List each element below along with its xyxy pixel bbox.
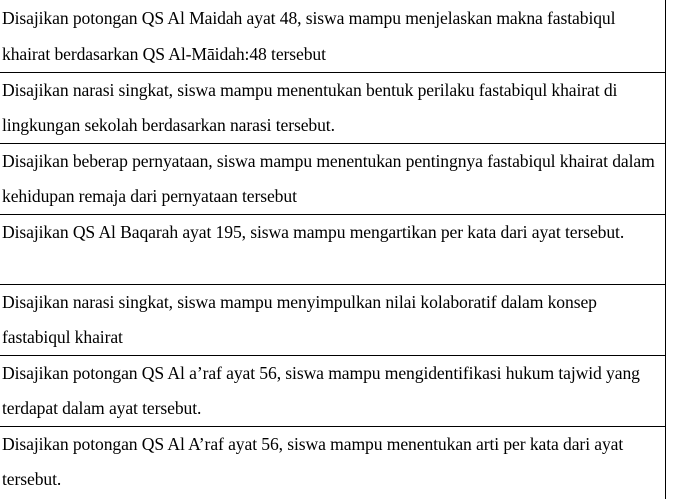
table-cell — [0, 427, 666, 499]
indicator-text: Disajikan potongan QS Al A’raf ayat 56, siswa mampu menentukan arti per kata dari ayat tersebut. — [2, 434, 624, 489]
indicator-text: Disajikan narasi singkat, siswa mampu menentukan bentuk perilaku fastabiqul khairat di lingkungan sekolah berdasarkan narasi tersebut. — [2, 80, 618, 135]
table-row — [0, 356, 666, 427]
table-row — [0, 73, 666, 144]
indicator-text: Disajikan beberap pernyataan, siswa mampu menentukan pentingnya fastabiqul khairat dalam kehidupan remaja dari pernyataan tersebut — [2, 151, 655, 206]
indicator-text: Disajikan potongan QS Al a’raf ayat 56, siswa mampu mengidentifikasi hukum tajwid yang terdapat dalam ayat tersebut. — [2, 363, 640, 418]
table-row — [0, 0, 666, 73]
table-row — [0, 144, 666, 215]
table-cell — [0, 0, 666, 73]
table-row — [0, 215, 666, 285]
table-cell — [0, 285, 666, 356]
table-cell — [0, 356, 666, 427]
table-cell — [0, 73, 666, 144]
table-cell — [0, 144, 666, 215]
indicator-text: Disajikan narasi singkat, siswa mampu menyimpulkan nilai kolaboratif dalam konsep fastabiqul khairat — [2, 292, 597, 347]
table-cell — [0, 215, 666, 285]
table-row — [0, 285, 666, 356]
table-row — [0, 427, 666, 499]
indicator-text: Disajikan potongan QS Al Maidah ayat 48, siswa mampu menjelaskan makna fastabiqul khairat berdasarkan QS Al-Māidah:48 tersebut — [2, 8, 616, 64]
indicator-text: Disajikan QS Al Baqarah ayat 195, siswa mampu mengartikan per kata dari ayat tersebut. — [2, 222, 625, 242]
